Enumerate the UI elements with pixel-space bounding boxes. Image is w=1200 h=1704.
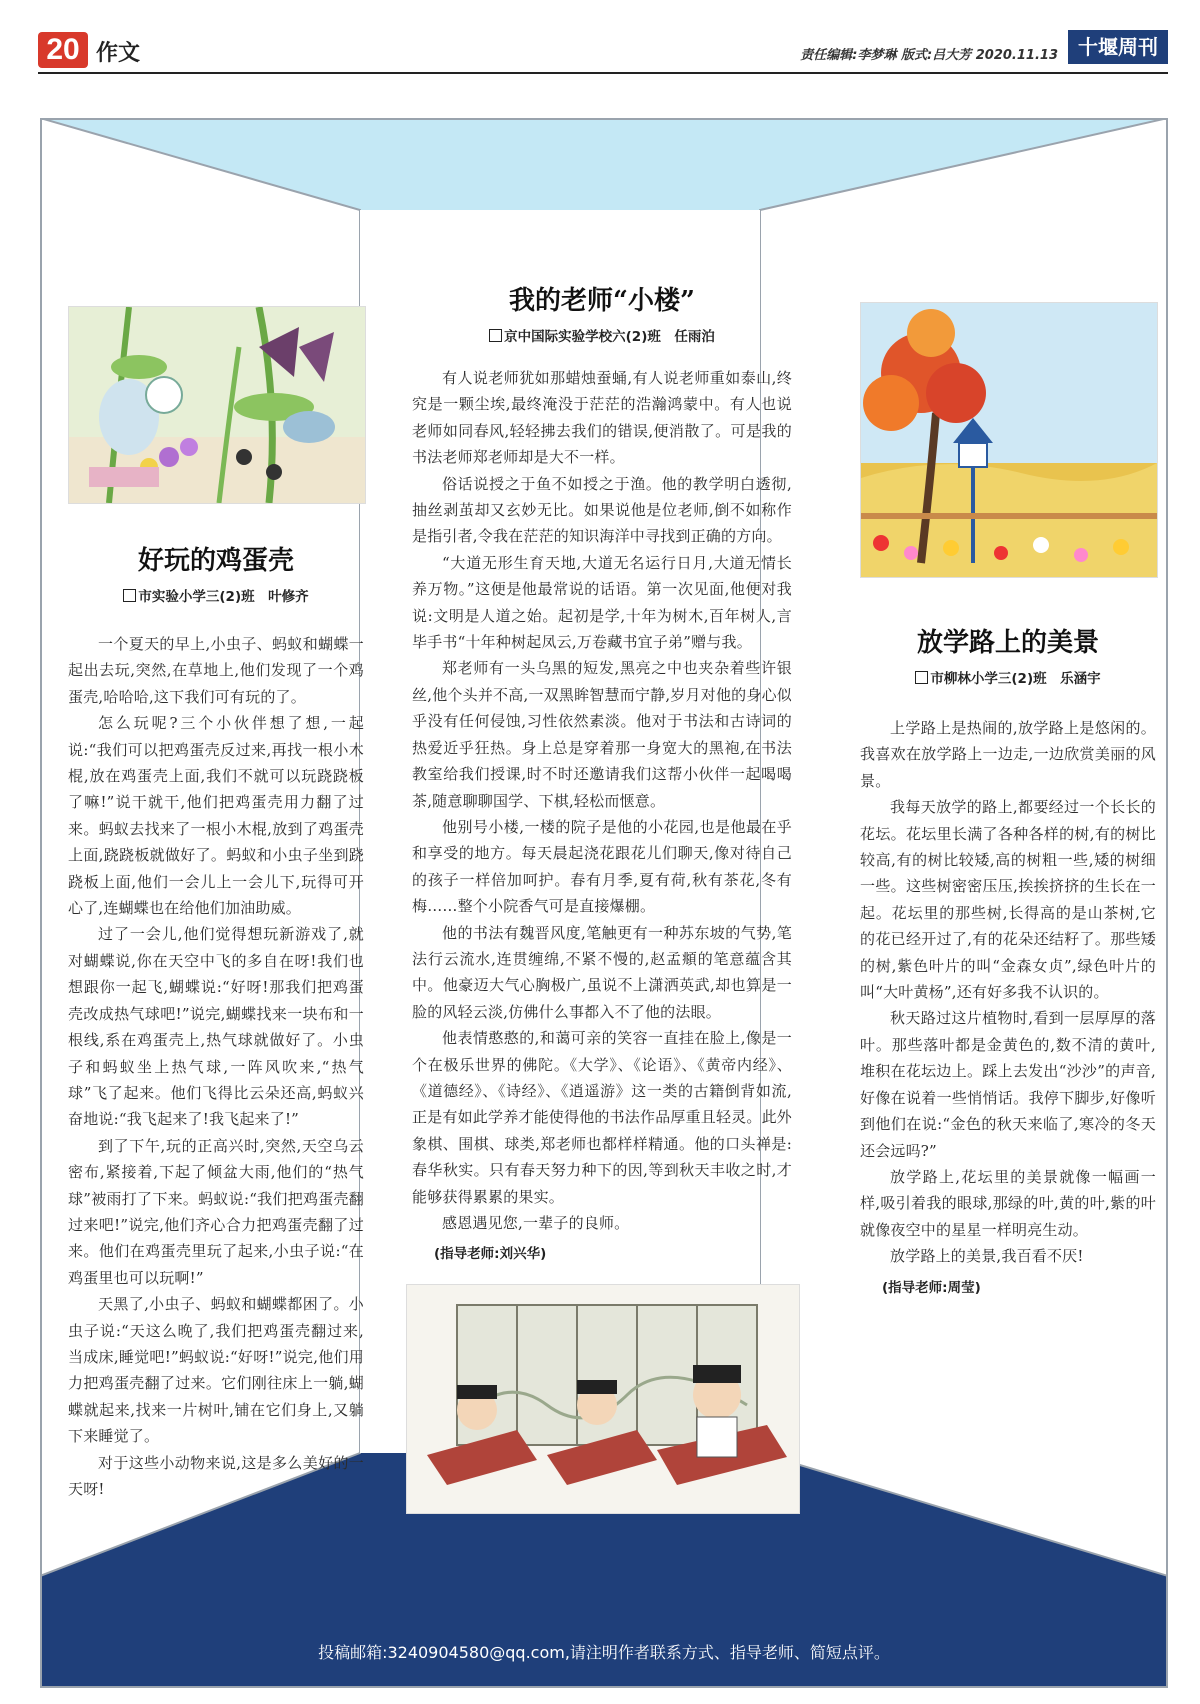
paragraph: 我每天放学的路上,都要经过一个长长的花坛。花坛里长满了各种各样的树,有的树比较高,有的树比较矮,高的树粗一些,矮的树细一些。这些树密密压压,挨挨挤挤的生长在一起。花坛里的那些树,长得高的是山茶树,它的花已经开过了,有的花朵还结籽了。那些矮的树,紫色叶片的叫“金森女贞”,绿色叶片的叫“大叶黄杨”,还有好多我不认识的。 [860, 798, 1156, 1002]
section-title: 作文 [96, 41, 141, 66]
article-title: 好玩的鸡蛋壳 [137, 546, 294, 576]
header-divider [38, 72, 1168, 74]
teacher-credit: (指导老师:刘兴华) [434, 1246, 547, 1263]
paragraph: 他表情憨憨的,和蔼可亲的笑容一直挂在脸上,像是一个在极乐世界的佛陀。《大学》、《论语》、《黄帝内经》、《道德经》、《诗经》、《逍遥游》这一类的古籍倒背如流,正是有如此学养才能使得他的书法作品厚重且轻灵。此外象棋、围棋、球类,郑老师也都样样精通。他的口头禅是:春华秋实。只有春天努力种下的因,等到秋天丰收之时,才能够获得累累的果实。 [412, 1029, 793, 1206]
article-title: 放学路上的美景 [916, 628, 1099, 658]
paragraph: 放学路上的美景,我百看不厌! [890, 1247, 1084, 1266]
insects-illustration [68, 306, 366, 504]
paragraph: 他的书法有魏晋风度,笔触更有一种苏东坡的气势,笔法行云流水,连贯缠绵,不紧不慢的,赵孟頫的笔意蕴含其中。他豪迈大气心胸极广,虽说不上潇洒英武,却也算是一脸的风轻云淡,仿佛什么事都入不了他的法眼。 [412, 923, 792, 1021]
article-body [412, 365, 792, 1236]
article-byline [68, 585, 364, 605]
paragraph: 有人说老师犹如那蜡烛蚕蛹,有人说老师重如泰山,终究是一颗尘埃,最终淹没于茫茫的浩瀚鸿蒙中。有人也说老师如同春风,轻轻拂去我们的错误,便消散了。可是我的书法老师郑老师却是大不一样。 [412, 369, 792, 467]
masthead-logo: 十堰周刊 [1068, 30, 1168, 64]
paragraph: 放学路上,花坛里的美景就像一幅画一样,吸引着我的眼球,那绿的叶,黄的叶,紫的叶就像夜空中的星星一样明亮生动。 [860, 1167, 1156, 1239]
article-middle [412, 280, 792, 1514]
teacher-credit: (指导老师:周莹) [882, 1279, 981, 1296]
page-number: 20 [38, 32, 88, 68]
paragraph: 对于这些小动物来说,这是多么美好的一天呀! [68, 1453, 364, 1498]
article-byline [860, 667, 1156, 687]
page-header [38, 28, 1168, 74]
square-icon [489, 329, 502, 342]
square-icon [123, 589, 136, 602]
autumn-tree-illustration [860, 302, 1158, 578]
paragraph: 感恩遇见您,一辈子的良师。 [442, 1214, 630, 1232]
byline-text: 市实验小学三(2)班 叶修齐 [138, 589, 309, 605]
paragraph: 秋天路过这片植物时,看到一层厚厚的落叶。那些落叶都是金黄色的,数不清的黄叶,堆积在花坛边上。踩上去发出“沙沙”的声音,好像在说着一些悄悄话。我停下脚步,好像听到他们在说:“金色的秋天来临了,寒冷的冬天还会远吗?” [860, 1009, 1156, 1160]
paragraph: 俗话说授之于鱼不如授之于渔。他的教学明白透彻,抽丝剥茧却又玄妙无比。如果说他是位老师,倒不如称作是指引者,令我在茫茫的知识海洋中寻找到正确的方向。 [412, 474, 792, 546]
paragraph: 他别号小楼,一楼的院子是他的小花园,也是他最在乎和享受的地方。每天晨起浇花跟花儿们聊天,像对待自己的孩子一样倍加呵护。春有月季,夏有荷,秋有茶花,冬有梅……整个小院香气可是直接爆棚。 [412, 817, 792, 916]
paragraph: 过了一会儿,他们觉得想玩新游戏了,就对蝴蝶说,你在天空中飞的多自在呀!我们也想跟你一起飞,蝴蝶说:“好呀!那我们把鸡蛋壳改成热气球吧!”说完,蝴蝶找来一块布和一根线,系在鸡蛋壳上,热气球就做好了。小虫子和蚂蚁坐上热气球,一阵风吹来,“热气球”飞了起来。他们飞得比云朵还高,蚂蚁兴奋地说:“我飞起来了!我飞起来了!” [68, 925, 364, 1129]
calligraphy-illustration [406, 1284, 800, 1514]
paragraph: “大道无形生育天地,大道无名运行日月,大道无情长养万物。”这便是他最常说的话语。第一次见面,他便对我说:文明是人道之始。起初是学,十年为树木,百年树人,言毕手书“十年种树起凤云,万卷藏书宜子弟”赠与我。 [412, 553, 792, 652]
paragraph: 天黑了,小虫子、蚂蚁和蝴蝶都困了。小虫子说:“天这么晚了,我们把鸡蛋壳翻过来,当成床,睡觉吧!”蚂蚁说:“好呀!”说完,他们用力把鸡蛋壳翻了过来。它们刚往床上一躺,蝴蝶就起来,找来一片树叶,铺在它们身上,又躺下来睡觉了。 [68, 1295, 364, 1446]
paragraph: 一个夏天的早上,小虫子、蚂蚁和蝴蝶一起出去玩,突然,在草地上,他们发现了一个鸡蛋壳,哈哈哈,这下我们可有玩的了。 [68, 635, 364, 706]
submission-email-note: 投稿邮箱:3240904580@qq.com,请注明作者联系方式、指导老师、简短点评。 [318, 1643, 890, 1662]
square-icon [915, 671, 928, 684]
article-byline [412, 325, 792, 345]
article-body [68, 631, 364, 1502]
paragraph: 郑老师有一头乌黑的短发,黑亮之中也夹杂着些许银丝,他个头并不高,一双黑眸智慧而宁静,岁月对他的身心似乎没有任何侵蚀,习性依然素淡。他对于书法和古诗词的热爱近乎狂热。身上总是穿着那一身宽大的黑袍,在书法教室给我们授课,时不时还邀请我们这帮小伙伴一起喝喝茶,随意聊聊国学、下棋,轻松而惬意。 [412, 659, 792, 810]
article-left [68, 330, 364, 1502]
paragraph: 怎么玩呢?三个小伙伴想了想,一起说:“我们可以把鸡蛋壳反过来,再找一根小木棍,放在鸡蛋壳上面,我们不就可以玩跷跷板了嘛!”说干就干,他们把鸡蛋壳用力翻了过来。蚂蚁去找来了一根小木棍,放到了鸡蛋壳上面,跷跷板就做好了。蚂蚁和小虫子坐到跷跷板上面,他们一会儿上一会儿下,玩得可开心了,连蝴蝶也在给他们加油助威。 [68, 714, 364, 918]
article-title: 我的老师“小楼” [509, 286, 695, 316]
article-right [860, 326, 1156, 1296]
paragraph: 上学路上是热闹的,放学路上是悠闲的。我喜欢在放学路上一边走,一边欣赏美丽的风景。 [860, 719, 1156, 790]
editor-credits: 责任编辑:李梦琳 版式:吕大芳 2020.11.13 [800, 48, 1058, 63]
byline-text: 市柳林小学三(2)班 乐涵宇 [930, 671, 1101, 687]
paragraph: 到了下午,玩的正高兴时,突然,天空乌云密布,紧接着,下起了倾盆大雨,他们的“热气球”被雨打了下来。蚂蚁说:“我们把鸡蛋壳翻过来吧!”说完,他们齐心合力把鸡蛋壳翻了过来。他们在鸡蛋壳里玩了起来,小虫子说:“在鸡蛋里也可以玩啊!” [68, 1136, 364, 1287]
byline-text: 京中国际实验学校六(2)班 任雨泊 [504, 329, 715, 345]
article-body [860, 715, 1156, 1270]
